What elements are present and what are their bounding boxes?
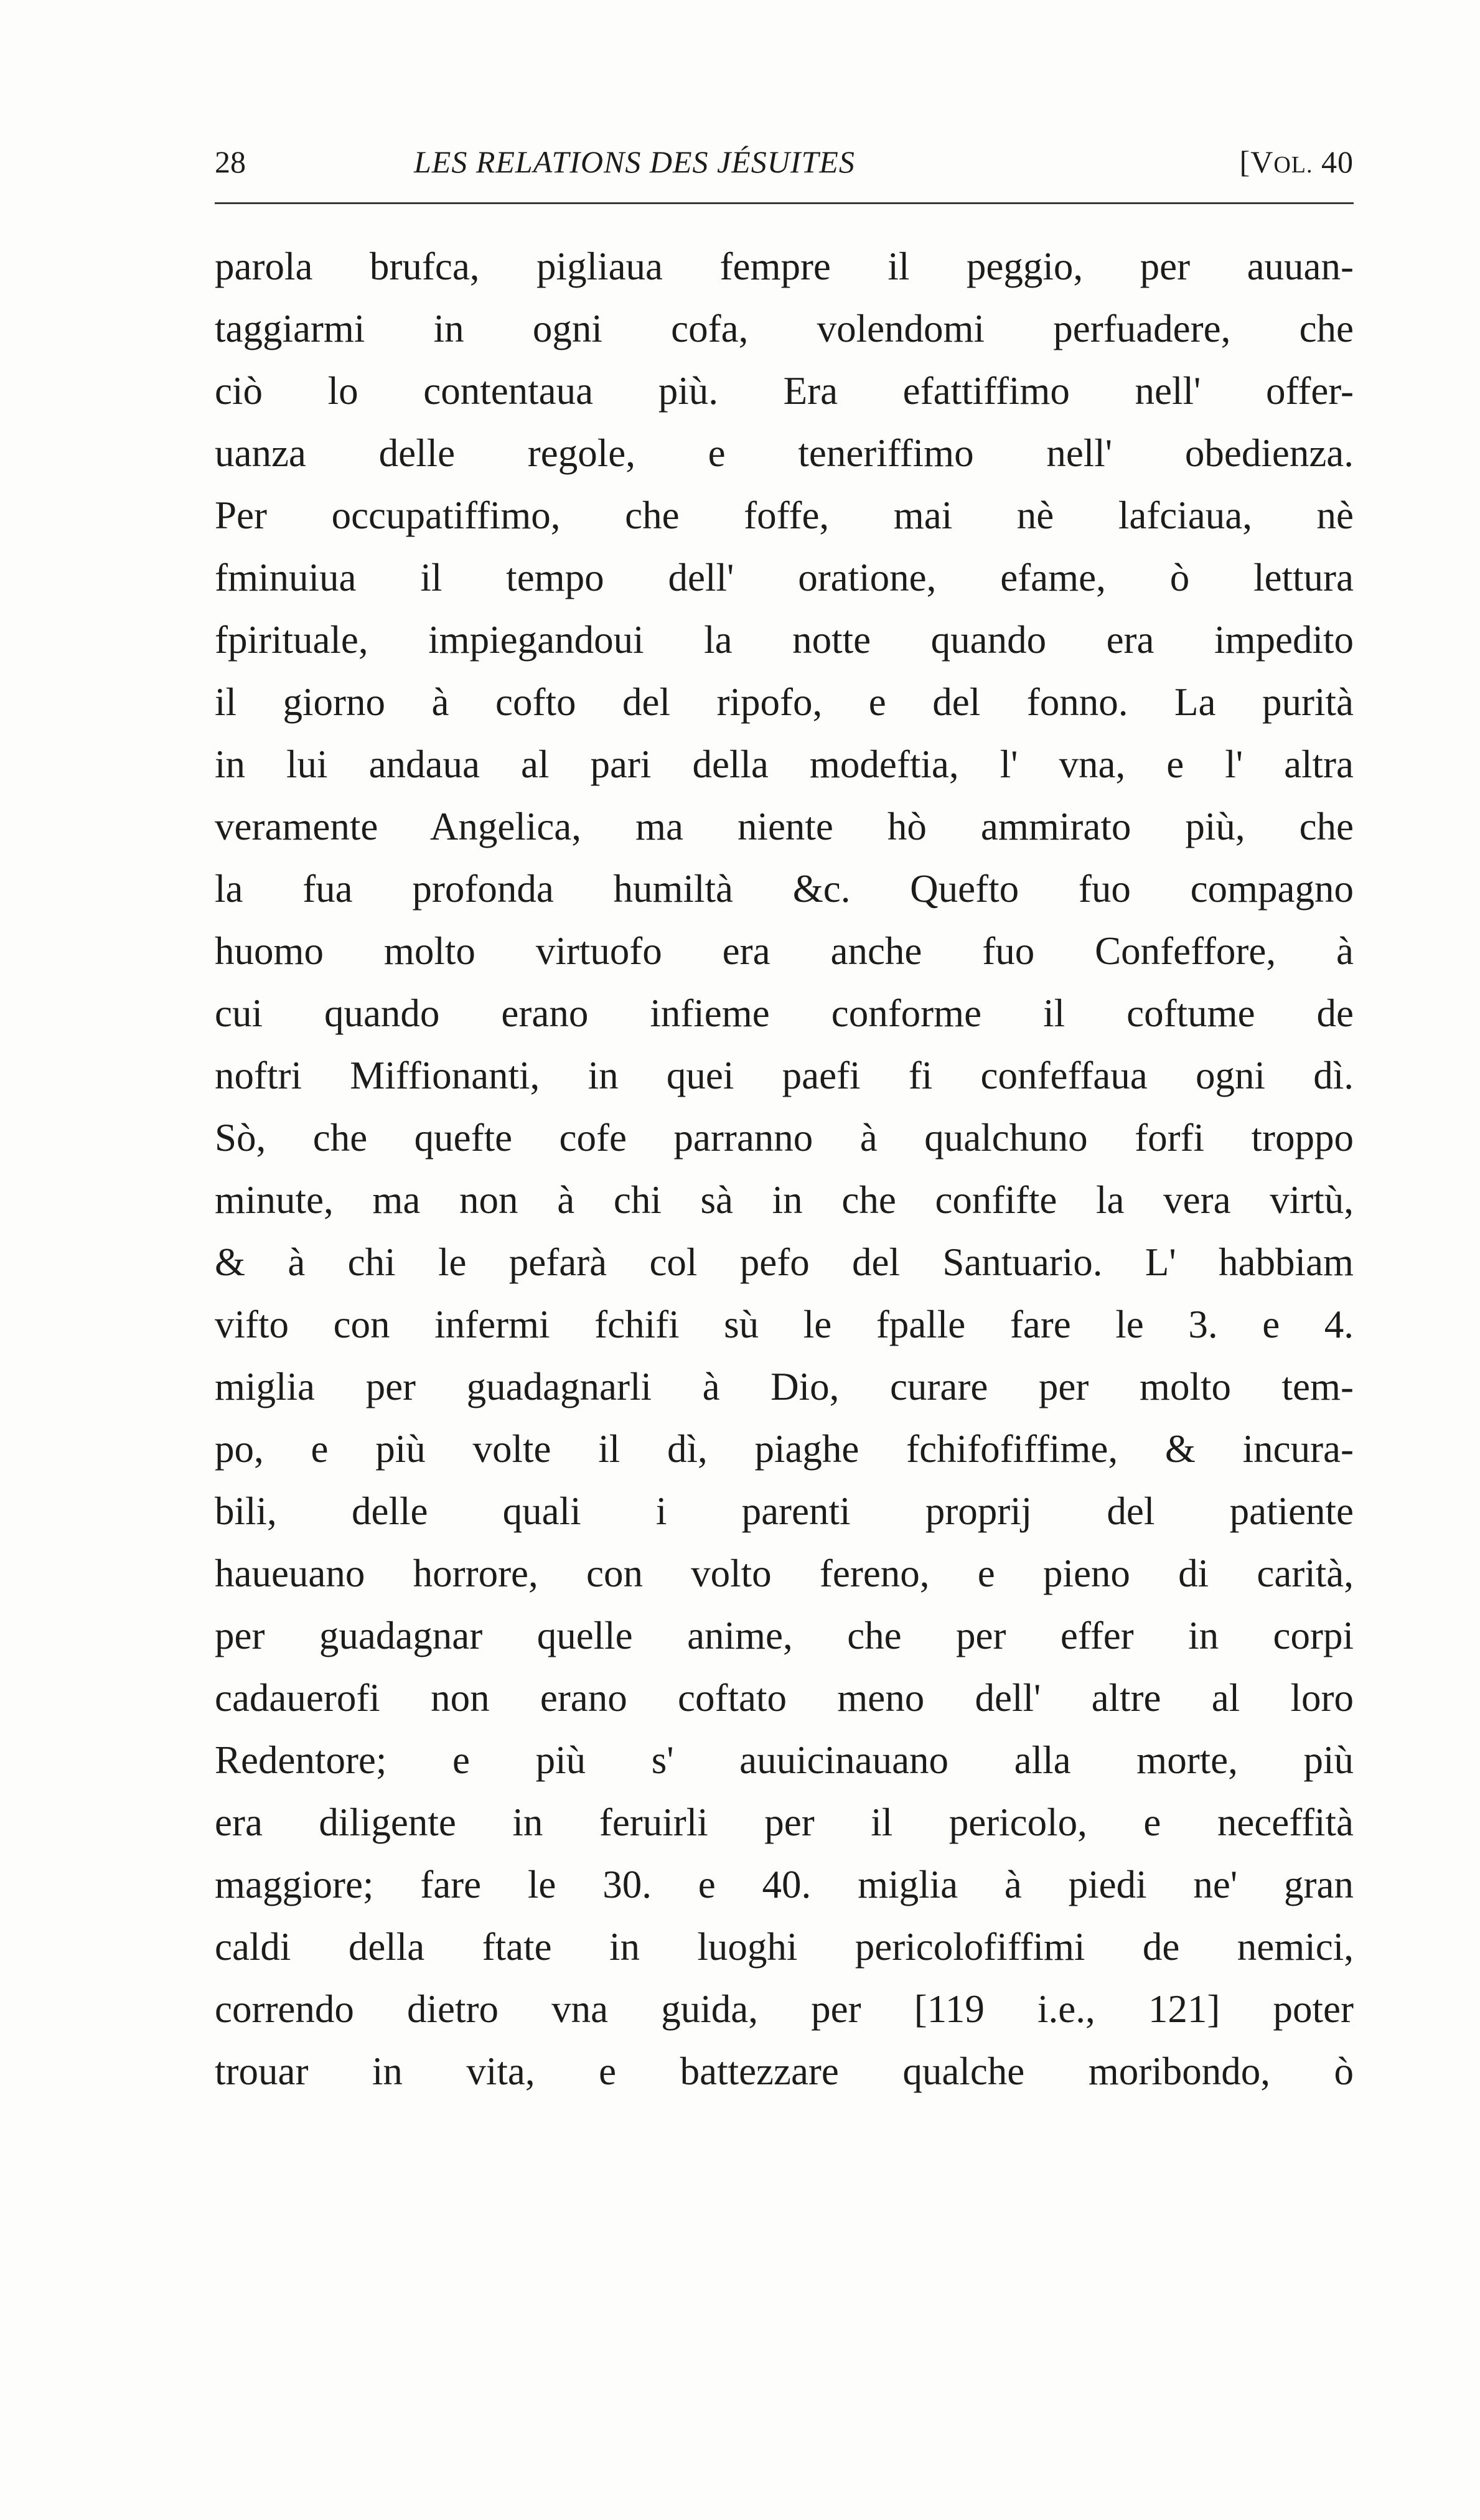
- text-line: Per occupatiffimo, che foffe, mai nè lafciaua, nè: [215, 494, 1354, 537]
- text-line: cadauerofi non erano coftato meno dell' altre al loro: [215, 1676, 1354, 1720]
- text-line: trouar in vita, e battezzare qualche moribondo, ò: [215, 2049, 1354, 2093]
- text-line: minute, ma non à chi sà in che confifte la vera virtù,: [215, 1178, 1354, 1222]
- text-line: caldi della ftate in luoghi pericolofiffimi de nemici,: [215, 1925, 1354, 1969]
- text-line: parola brufca, pigliaua fempre il peggio, per auuan-: [215, 245, 1354, 288]
- text-line: po, e più volte il dì, piaghe fchifofiffime, & incura-: [215, 1427, 1354, 1471]
- text-line: huomo molto virtuofo era anche fuo Confeffore, à: [215, 929, 1354, 973]
- volume-abbrev: OL.: [1273, 152, 1313, 178]
- text-line: & à chi le pefarà col pefo del Santuario. L' habbiam: [215, 1240, 1354, 1284]
- volume-label: [1240, 140, 1354, 187]
- text-line: per guadagnar quelle anime, che per effer in corpi: [215, 1614, 1354, 1657]
- text-line: miglia per guadagnarli à Dio, curare per molto tem-: [215, 1365, 1354, 1408]
- text-line: correndo dietro vna guida, per [119 i.e., 121] poter: [215, 1987, 1354, 2031]
- text-line: fminuiua il tempo dell' oratione, efame, ò lettura: [215, 556, 1354, 599]
- text-line: maggiore; fare le 30. e 40. miglia à piedi ne' gran: [215, 1863, 1354, 1906]
- text-line: bili, delle quali i parenti proprij del patiente: [215, 1489, 1354, 1533]
- text-line: Redentore; e più s' auuicinauano alla morte, più: [215, 1738, 1354, 1782]
- body-text: [215, 235, 1354, 2102]
- volume-number: 40: [1321, 144, 1354, 179]
- text-line: il giorno à cofto del ripofo, e del fonno. La purità: [215, 680, 1354, 724]
- text-line: uanza delle regole, e teneriffimo nell' obedienza.: [215, 431, 1354, 475]
- text-line: vifto con infermi fchifi sù le fpalle fare le 3. e 4.: [215, 1303, 1354, 1346]
- text-line: la fua profonda humiltà &c. Quefto fuo compagno: [215, 867, 1354, 911]
- running-head: [215, 140, 1354, 184]
- text-line: ciò lo contentaua più. Era efattiffimo nell' offer-: [215, 369, 1354, 413]
- text-line: noftri Miffionanti, in quei paefi fi confeffaua ogni dì.: [215, 1054, 1354, 1097]
- running-title: LES RELATIONS DES JÉSUITES: [414, 144, 855, 179]
- text-line: veramente Angelica, ma niente hò ammirato più, che: [215, 805, 1354, 848]
- page-number: 28: [215, 144, 246, 179]
- volume-prefix: [V: [1239, 144, 1274, 179]
- text-line: in lui andaua al pari della modeftia, l' vna, e l' altra: [215, 742, 1354, 786]
- text-line: taggiarmi in ogni cofa, volendomi perfuadere, che: [215, 307, 1354, 350]
- text-line: fpirituale, impiegandoui la notte quando era impedito: [215, 618, 1354, 662]
- text-line: cui quando erano infieme conforme il coftume de: [215, 991, 1354, 1035]
- text-line: Sò, che quefte cofe parranno à qualchuno forfi troppo: [215, 1116, 1354, 1159]
- header-rule: [215, 202, 1354, 204]
- text-line: haueuano horrore, con volto fereno, e pieno di carità,: [215, 1552, 1354, 1595]
- text-line: era diligente in feruirli per il pericolo, e neceffità: [215, 1801, 1354, 1844]
